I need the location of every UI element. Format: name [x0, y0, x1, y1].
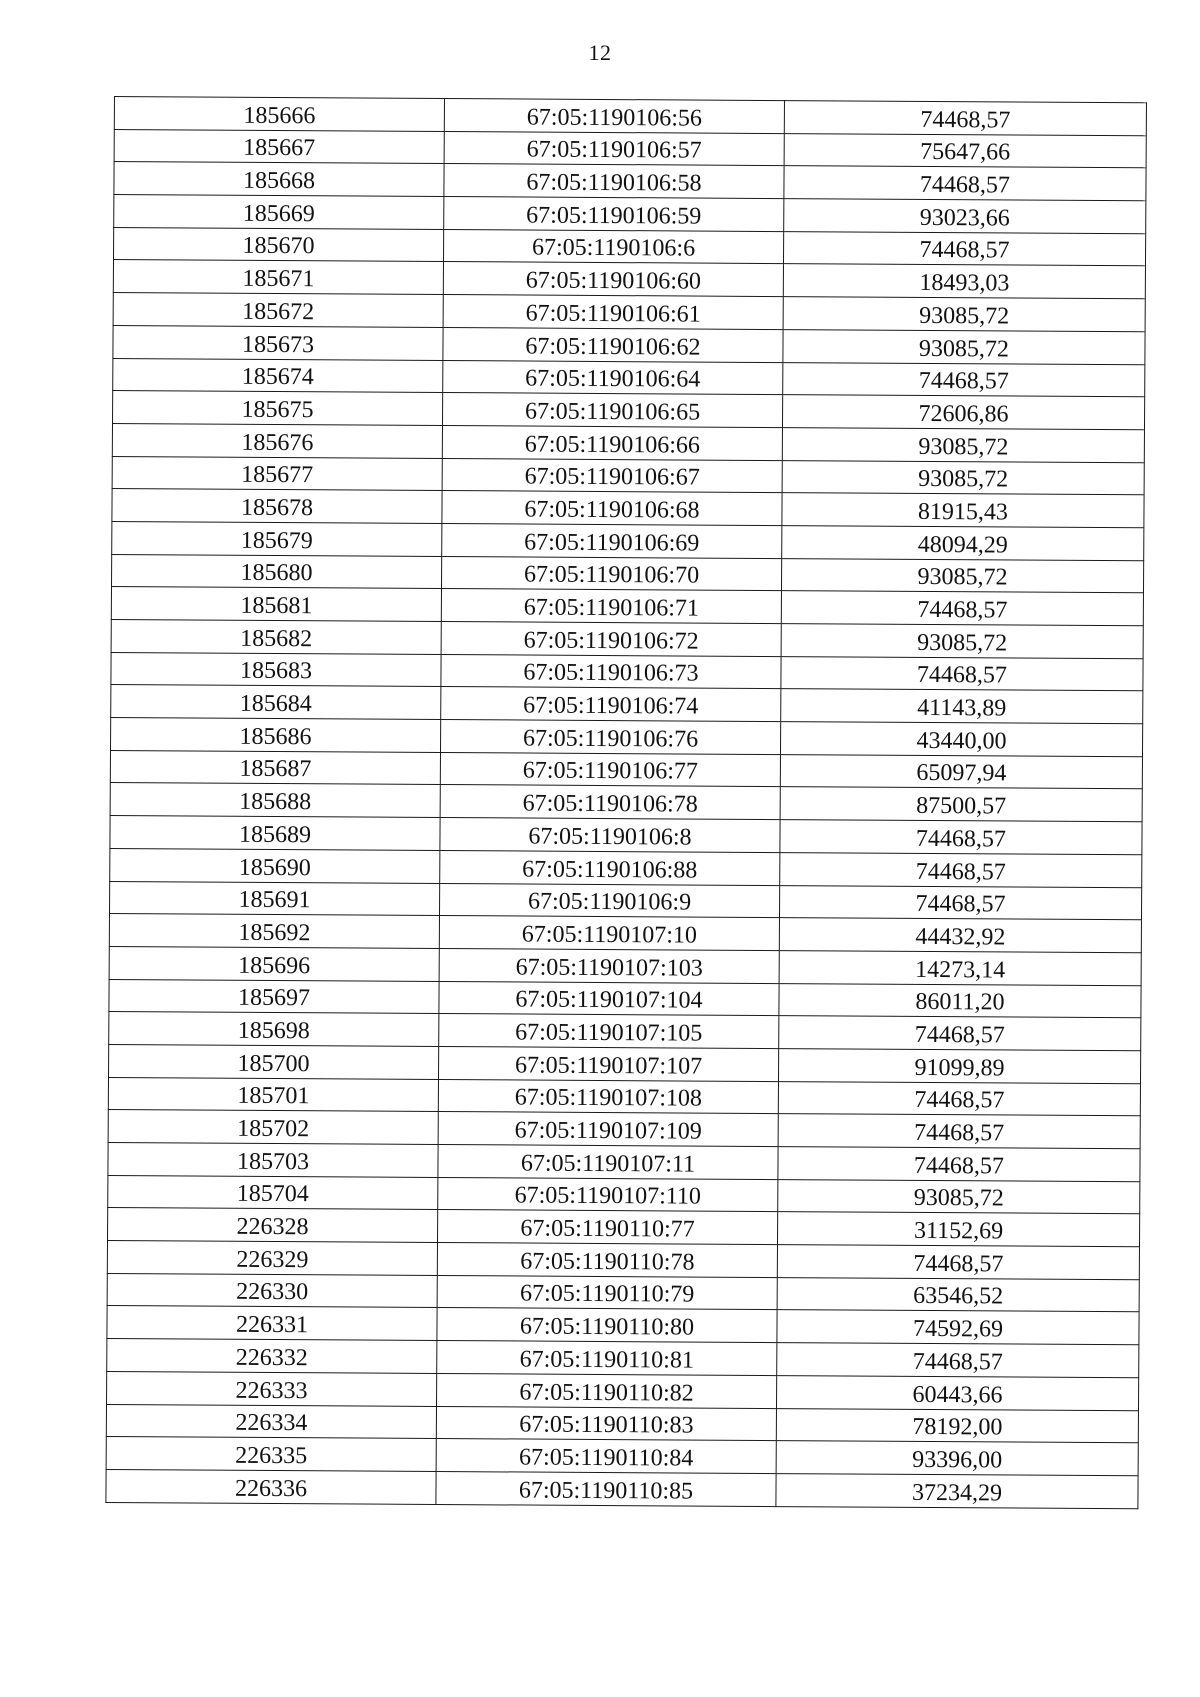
table-row — [107, 1241, 1139, 1280]
record-number-cell — [112, 456, 442, 491]
cadastral-value-text: 93085,72 — [919, 302, 1010, 330]
record-number-text: 185692 — [238, 919, 311, 947]
cadastral-number-cell — [443, 360, 783, 395]
record-number-text: 185673 — [241, 331, 315, 358]
cadastral-value-text: 74468,57 — [915, 891, 1006, 918]
table-row — [111, 685, 1143, 724]
record-number-cell — [111, 685, 441, 720]
cadastral-number-text: 67:05:1190106:62 — [525, 333, 701, 361]
record-number-text: 185697 — [237, 985, 311, 1012]
cadastral-value-cell — [780, 722, 1142, 757]
table-row — [106, 1404, 1138, 1443]
record-number-text: 185689 — [238, 821, 312, 849]
record-number-cell — [108, 1142, 438, 1177]
cadastral-number-text: 67:05:1190106:8 — [528, 823, 692, 851]
cadastral-value-text: 37234,29 — [911, 1479, 1003, 1507]
cadastral-value-text: 74468,57 — [919, 171, 1011, 199]
cadastral-number-cell — [440, 818, 780, 853]
cadastral-value-cell — [778, 1147, 1140, 1182]
cadastral-number-text: 67:05:1190106:64 — [525, 365, 701, 393]
record-number-text: 226334 — [235, 1409, 308, 1437]
record-number-cell — [107, 1241, 437, 1276]
cadastral-number-text: 67:05:1190106:73 — [523, 659, 699, 687]
cadastral-value-text: 74468,57 — [920, 106, 1011, 134]
record-number-text: 185668 — [242, 167, 316, 195]
cadastral-number-text: 67:05:1190106:70 — [523, 561, 700, 589]
cadastral-value-text: 93085,72 — [917, 629, 1008, 657]
cadastral-value-text: 93085,72 — [913, 1185, 1004, 1212]
cadastral-value-cell — [778, 1179, 1140, 1214]
cadastral-number-text: 67:05:1190110:79 — [519, 1280, 695, 1309]
cadastral-number-text: 67:05:1190107:105 — [515, 1019, 703, 1047]
cadastral-value-text: 74468,57 — [915, 825, 1007, 853]
record-number-text: 185680 — [240, 560, 313, 587]
record-number-cell — [113, 391, 443, 426]
record-number-text: 185676 — [241, 429, 314, 456]
table-row — [112, 521, 1144, 560]
record-number-cell — [114, 162, 444, 197]
table-row — [111, 652, 1143, 691]
cadastral-number-cell — [443, 229, 783, 264]
record-number-cell — [114, 129, 444, 164]
cadastral-value-cell — [783, 297, 1145, 332]
cadastral-value-cell — [779, 885, 1141, 920]
table-row — [111, 587, 1143, 626]
table-row — [112, 456, 1144, 495]
cadastral-value-cell — [776, 1408, 1138, 1443]
cadastral-number-cell — [438, 1177, 778, 1212]
cadastral-number-cell — [438, 1079, 778, 1114]
cadastral-number-cell — [441, 687, 781, 722]
cadastral-number-cell — [436, 1406, 776, 1441]
cadastral-value-text: 75647,66 — [920, 139, 1011, 166]
cadastral-value-text: 93396,00 — [912, 1446, 1003, 1474]
cadastral-value-text: 93023,66 — [919, 204, 1010, 232]
record-number-text: 226333 — [235, 1377, 308, 1404]
cadastral-value-cell — [781, 591, 1143, 626]
cadastral-number-text: 67:05:1190106:9 — [527, 888, 692, 916]
record-number-text: 226336 — [234, 1475, 308, 1502]
cadastral-number-text: 67:05:1190106:65 — [524, 398, 701, 426]
cadastral-number-text: 67:05:1190106:78 — [522, 790, 698, 818]
record-number-cell — [112, 521, 442, 556]
cadastral-number-text: 67:05:1190106:58 — [526, 169, 702, 197]
cadastral-number-cell — [436, 1471, 776, 1506]
record-number-cell — [110, 783, 440, 818]
record-number-cell — [110, 881, 440, 916]
record-number-cell — [107, 1273, 437, 1308]
cadastral-value-cell — [783, 329, 1145, 364]
record-number-text: 185704 — [236, 1181, 309, 1208]
cadastral-value-text: 74468,57 — [913, 1152, 1005, 1180]
record-number-text: 185688 — [239, 788, 312, 816]
cadastral-number-text: 67:05:1190106:66 — [524, 431, 701, 459]
cadastral-value-cell — [780, 754, 1142, 789]
record-number-text: 185678 — [240, 494, 314, 522]
cadastral-value-cell — [776, 1375, 1138, 1410]
record-number-text: 185696 — [238, 952, 311, 979]
cadastral-number-text: 67:05:1190110:80 — [519, 1313, 695, 1341]
record-number-text: 185702 — [237, 1115, 310, 1143]
table-row — [113, 391, 1145, 430]
record-number-text: 226335 — [235, 1442, 308, 1470]
table-body — [106, 97, 1147, 1509]
cadastral-number-cell — [441, 622, 781, 657]
record-number-cell — [109, 979, 439, 1014]
cadastral-number-cell — [439, 948, 779, 983]
record-number-text: 226330 — [236, 1279, 309, 1306]
cadastral-number-text: 67:05:1190110:82 — [519, 1379, 694, 1407]
cadastral-number-cell — [439, 1014, 779, 1049]
cadastral-number-text: 67:05:1190107:108 — [514, 1084, 703, 1112]
cadastral-value-cell — [776, 1473, 1138, 1508]
cadastral-value-text: 31152,69 — [913, 1217, 1004, 1245]
table-row — [113, 358, 1145, 397]
cadastral-number-text: 67:05:1190110:83 — [519, 1411, 694, 1439]
cadastral-value-text: 63546,52 — [913, 1283, 1004, 1310]
record-number-text: 185672 — [242, 298, 315, 326]
cadastral-value-text: 72606,86 — [918, 400, 1009, 428]
cadastral-value-text: 86011,20 — [915, 989, 1005, 1016]
record-number-text: 185682 — [240, 625, 313, 652]
cadastral-number-cell — [441, 589, 781, 624]
record-number-text: 185669 — [242, 200, 315, 227]
cadastral-number-text: 67:05:1190106:6 — [531, 234, 696, 262]
cadastral-number-text: 67:05:1190107:11 — [520, 1150, 696, 1178]
record-number-text: 185684 — [239, 690, 312, 718]
cadastral-value-cell — [779, 950, 1141, 985]
cadastral-value-cell — [781, 656, 1143, 691]
cadastral-number-cell — [442, 425, 782, 460]
cadastral-number-text: 67:05:1190106:60 — [525, 267, 702, 295]
cadastral-value-text: 74468,57 — [914, 1021, 1005, 1049]
record-number-cell — [113, 227, 443, 262]
cadastral-number-cell — [441, 654, 781, 689]
cadastral-number-cell — [439, 1046, 779, 1081]
record-number-text: 185703 — [236, 1148, 310, 1175]
table-row — [110, 881, 1142, 920]
cadastral-value-cell — [778, 1114, 1140, 1149]
record-number-text: 185690 — [238, 854, 311, 881]
cadastral-number-text: 67:05:1190106:67 — [524, 463, 700, 491]
record-number-text: 185700 — [237, 1050, 310, 1077]
cadastral-value-text: 81915,43 — [917, 498, 1009, 526]
record-number-cell — [112, 554, 442, 589]
cadastral-value-cell — [780, 820, 1142, 855]
cadastral-value-cell — [779, 983, 1141, 1018]
cadastral-number-text: 67:05:1190106:69 — [524, 529, 700, 557]
cadastral-number-text: 67:05:1190106:76 — [522, 725, 699, 753]
cadastral-value-cell — [781, 624, 1143, 659]
cadastral-value-text: 74468,57 — [912, 1348, 1003, 1376]
table-row — [107, 1306, 1139, 1345]
cadastral-number-cell — [440, 720, 780, 755]
cadastral-number-text: 67:05:1190106:57 — [526, 136, 702, 164]
cadastral-number-cell — [442, 393, 782, 428]
record-number-cell — [113, 325, 443, 360]
record-number-cell — [109, 946, 439, 981]
record-number-cell — [110, 816, 440, 851]
cadastral-number-cell — [442, 523, 782, 558]
cadastral-number-cell — [442, 491, 782, 526]
record-number-cell — [106, 1469, 436, 1504]
record-number-cell — [107, 1371, 437, 1406]
record-number-cell — [108, 1077, 438, 1112]
page-number: 12 — [588, 40, 612, 65]
cadastral-value-cell — [783, 264, 1145, 299]
cadastral-value-cell — [780, 852, 1142, 887]
cadastral-value-cell — [783, 231, 1145, 266]
cadastral-number-text: 67:05:1190110:85 — [518, 1477, 694, 1505]
record-number-cell — [114, 195, 444, 230]
cadastral-value-text: 74468,57 — [916, 662, 1008, 689]
cadastral-value-text: 41143,89 — [917, 694, 1007, 722]
cadastral-value-text: 14273,14 — [915, 956, 1006, 984]
cadastral-number-cell — [443, 295, 783, 330]
cadastral-number-text: 67:05:1190106:72 — [523, 627, 699, 655]
cadastral-number-cell — [439, 981, 779, 1016]
cadastral-number-cell — [444, 164, 784, 199]
cadastral-value-text: 74468,57 — [915, 858, 1006, 885]
cadastral-number-cell — [438, 1144, 778, 1179]
cadastral-number-cell — [442, 458, 782, 493]
table-row — [114, 129, 1146, 168]
record-number-text: 185679 — [240, 527, 313, 554]
record-number-cell — [111, 652, 441, 687]
cadastral-value-text: 60443,66 — [912, 1381, 1003, 1408]
cadastral-number-text: 67:05:1190107:110 — [514, 1182, 701, 1210]
cadastral-value-text: 65097,94 — [916, 760, 1007, 787]
record-number-cell — [113, 293, 443, 328]
cadastral-value-cell — [782, 460, 1144, 495]
record-number-cell — [109, 914, 439, 949]
cadastral-value-cell — [780, 787, 1142, 822]
cadastral-number-cell — [438, 1210, 778, 1245]
record-number-cell — [111, 619, 441, 654]
record-number-cell — [113, 260, 443, 295]
record-number-cell — [110, 750, 440, 785]
cadastral-value-text: 93085,72 — [918, 433, 1009, 461]
cadastral-value-cell — [777, 1245, 1139, 1280]
cadastral-number-text: 67:05:1190106:71 — [523, 594, 700, 622]
record-number-cell — [111, 587, 441, 622]
cadastral-value-cell — [779, 1016, 1141, 1051]
record-number-cell — [109, 1044, 439, 1079]
cadastral-value-cell — [782, 493, 1144, 528]
table-row — [112, 489, 1144, 528]
record-number-text: 185686 — [239, 723, 312, 750]
cadastral-value-table-container — [105, 96, 1146, 1509]
record-number-text: 185677 — [241, 462, 314, 489]
cadastral-number-text: 67:05:1190110:81 — [519, 1346, 694, 1374]
record-number-text: 185667 — [243, 135, 316, 162]
cadastral-number-cell — [440, 752, 780, 787]
cadastral-value-text: 74468,57 — [914, 1119, 1005, 1147]
record-number-cell — [108, 1208, 438, 1243]
cadastral-number-cell — [437, 1308, 777, 1343]
cadastral-number-cell — [440, 850, 780, 885]
cadastral-value-text: 74592,69 — [912, 1316, 1004, 1343]
record-number-text: 185666 — [243, 102, 316, 129]
cadastral-number-text: 67:05:1190106:68 — [524, 496, 700, 524]
cadastral-value-text: 74468,57 — [913, 1250, 1004, 1278]
cadastral-value-text: 74468,57 — [918, 368, 1009, 395]
record-number-cell — [114, 97, 444, 132]
cadastral-value-cell — [779, 918, 1141, 953]
cadastral-number-cell — [443, 327, 783, 362]
cadastral-number-cell — [439, 883, 779, 918]
record-number-text: 185675 — [241, 396, 314, 424]
record-number-cell — [112, 489, 442, 524]
table-row — [106, 1437, 1138, 1476]
cadastral-number-cell — [436, 1439, 776, 1474]
table-row — [114, 97, 1146, 136]
cadastral-number-text: 67:05:1190110:77 — [520, 1215, 695, 1243]
table-row — [109, 946, 1141, 985]
cadastral-number-cell — [443, 262, 783, 297]
cadastral-number-cell — [437, 1373, 777, 1408]
cadastral-value-text: 93085,72 — [918, 335, 1010, 362]
table-row — [107, 1273, 1139, 1312]
cadastral-number-cell — [437, 1341, 777, 1376]
record-number-cell — [106, 1437, 436, 1472]
cadastral-number-text: 67:05:1190106:88 — [522, 856, 698, 884]
cadastral-value-cell — [784, 199, 1146, 234]
record-number-cell — [108, 1110, 438, 1145]
cadastral-value-cell — [781, 558, 1143, 593]
record-number-text: 185683 — [239, 658, 313, 685]
cadastral-value-table — [105, 96, 1147, 1509]
cadastral-number-cell — [441, 556, 781, 591]
cadastral-value-text: 93085,72 — [917, 564, 1008, 591]
record-number-text: 185670 — [242, 233, 315, 260]
cadastral-value-cell — [784, 101, 1146, 136]
table-row — [109, 914, 1141, 953]
cadastral-value-cell — [781, 689, 1143, 724]
table-row — [110, 848, 1142, 887]
cadastral-value-cell — [782, 427, 1144, 462]
cadastral-value-text: 18493,03 — [919, 270, 1010, 297]
cadastral-value-cell — [777, 1212, 1139, 1247]
cadastral-value-cell — [776, 1441, 1138, 1476]
table-row — [106, 1469, 1138, 1508]
record-number-cell — [113, 358, 443, 393]
cadastral-value-cell — [784, 166, 1146, 201]
cadastral-number-text: 67:05:1190106:77 — [522, 757, 699, 786]
table-row — [108, 1208, 1140, 1247]
cadastral-value-text: 48094,29 — [917, 531, 1008, 559]
cadastral-value-cell — [782, 395, 1144, 430]
record-number-cell — [107, 1339, 437, 1374]
cadastral-value-cell — [777, 1343, 1139, 1378]
cadastral-value-text: 91099,89 — [914, 1054, 1005, 1082]
table-row — [110, 750, 1142, 789]
cadastral-value-text: 87500,57 — [916, 793, 1007, 820]
record-number-cell — [107, 1306, 437, 1341]
cadastral-number-text: 67:05:1190107:10 — [521, 921, 698, 949]
record-number-text: 185681 — [240, 592, 313, 620]
record-number-text: 185691 — [238, 886, 311, 914]
record-number-text: 185701 — [237, 1083, 310, 1110]
cadastral-value-cell — [783, 362, 1145, 397]
record-number-text: 185698 — [237, 1017, 310, 1045]
cadastral-value-cell — [777, 1277, 1139, 1312]
cadastral-value-cell — [782, 526, 1144, 561]
cadastral-number-cell — [437, 1275, 777, 1310]
record-number-cell — [111, 718, 441, 753]
cadastral-value-text: 74468,57 — [919, 237, 1010, 264]
record-number-text: 226328 — [236, 1213, 309, 1241]
cadastral-number-text: 67:05:1190107:109 — [514, 1117, 702, 1145]
cadastral-value-text: 74468,57 — [917, 596, 1008, 624]
cadastral-number-cell — [444, 99, 784, 134]
cadastral-number-text: 67:05:1190110:78 — [520, 1248, 695, 1276]
cadastral-value-cell — [777, 1310, 1139, 1345]
record-number-cell — [112, 423, 442, 458]
cadastral-number-text: 67:05:1190107:103 — [515, 954, 703, 982]
cadastral-value-text: 93085,72 — [918, 466, 1009, 493]
cadastral-value-cell — [784, 133, 1146, 168]
cadastral-number-text: 67:05:1190107:104 — [515, 986, 703, 1014]
cadastral-value-text: 78192,00 — [912, 1414, 1003, 1441]
table-row — [112, 554, 1144, 593]
record-number-cell — [108, 1175, 438, 1210]
cadastral-number-text: 67:05:1190110:84 — [518, 1444, 694, 1472]
cadastral-number-text: 67:05:1190106:74 — [523, 692, 699, 720]
table-row — [110, 816, 1142, 855]
cadastral-number-cell — [439, 916, 779, 951]
record-number-text: 226329 — [236, 1246, 309, 1273]
cadastral-value-text: 43440,00 — [916, 727, 1007, 755]
cadastral-value-text: 74468,57 — [914, 1087, 1005, 1114]
cadastral-value-text: 44432,92 — [915, 923, 1006, 951]
table-row — [111, 718, 1143, 757]
cadastral-number-cell — [437, 1243, 777, 1278]
cadastral-value-cell — [778, 1049, 1140, 1084]
record-number-text: 185687 — [239, 756, 312, 783]
record-number-text: 226332 — [235, 1344, 308, 1372]
record-number-text: 226331 — [235, 1311, 309, 1339]
table-row — [107, 1339, 1139, 1378]
cadastral-value-cell — [778, 1081, 1140, 1116]
cadastral-number-cell — [438, 1112, 778, 1147]
record-number-cell — [106, 1404, 436, 1439]
cadastral-number-cell — [444, 197, 784, 232]
table-row — [112, 423, 1144, 462]
table-row — [110, 783, 1142, 822]
table-row — [109, 979, 1141, 1018]
cadastral-number-text: 67:05:1190106:61 — [525, 300, 701, 328]
record-number-cell — [110, 848, 440, 883]
record-number-cell — [109, 1012, 439, 1047]
table-row — [111, 619, 1143, 658]
table-row — [107, 1371, 1139, 1410]
cadastral-number-text: 67:05:1190107:107 — [514, 1052, 703, 1080]
cadastral-number-cell — [444, 131, 784, 166]
cadastral-number-cell — [440, 785, 780, 820]
cadastral-number-text: 67:05:1190106:59 — [526, 202, 702, 230]
cadastral-number-text: 67:05:1190106:56 — [526, 104, 703, 132]
record-number-text: 185671 — [242, 265, 315, 293]
record-number-text: 185674 — [241, 363, 314, 391]
